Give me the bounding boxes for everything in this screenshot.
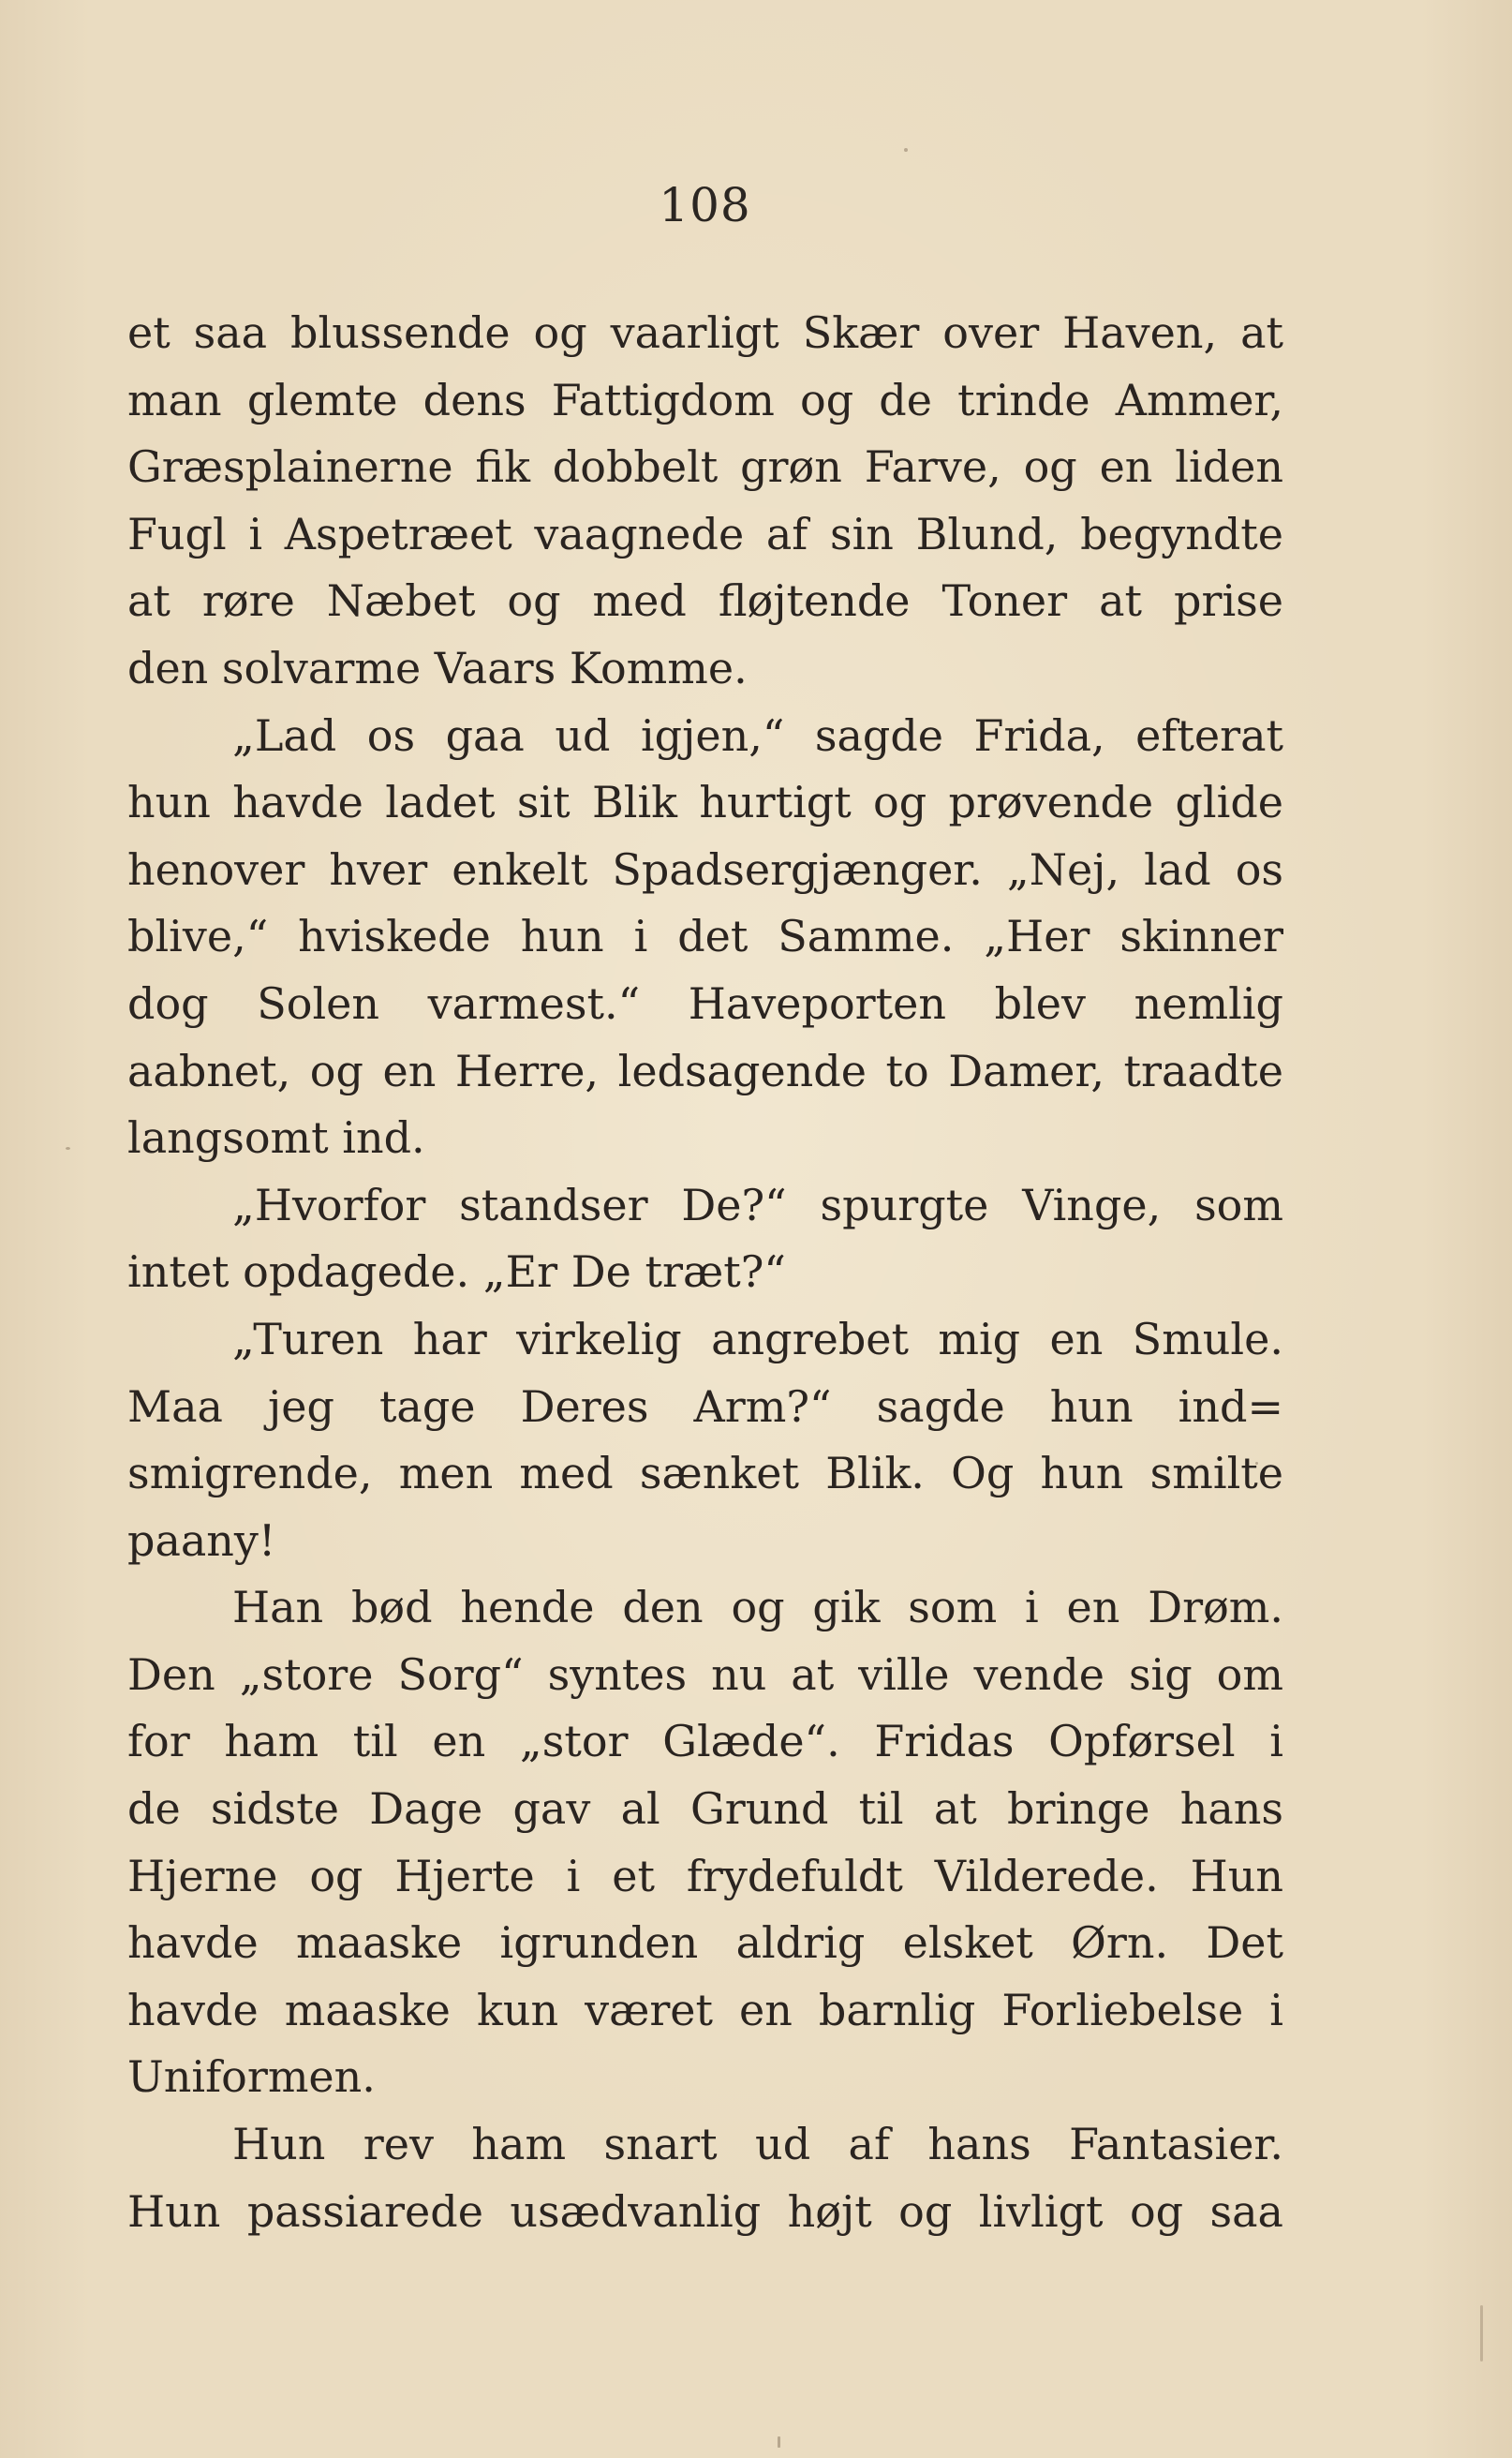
text-line: havde maaske kun været en barnlig Forliebelse i [127,1984,1283,2035]
text-line: et saa blussende og vaarligt Skær over Haven, at [127,307,1283,358]
paper-speck [778,2436,780,2448]
text-line: havde maaske igrunden aldrig elsket Ørn. Det [127,1917,1283,1969]
page-number: 108 [659,178,751,232]
paper-speck [66,1147,70,1150]
text-line: hun havde ladet sit Blik hurtigt og prøvende glide [127,777,1283,828]
text-line: „Lad os gaa ud igjen,“ sagde Frida, efterat [232,709,1283,761]
text-line: Hjerne og Hjerte i et frydefuldt Vilderede. Hun [127,1850,1283,1901]
paper-speck [1255,1462,1258,1465]
text-line: Uniformen. [127,2051,376,2103]
text-line: den solvarme Vaars Komme. [127,642,748,693]
text-line: Græsplainerne fik dobbelt grøn Farve, og en liden [127,441,1283,493]
text-line: Fugl i Aspetræet vaagnede af sin Blund, begyndte [127,508,1283,559]
text-line: blive,“ hviskede hun i det Samme. „Her skinner [127,911,1283,962]
paper-speck [904,148,908,152]
text-line: Hun rev ham snart ud af hans Fantasier. [232,2119,1283,2170]
text-line: langsomt ind. [127,1112,425,1164]
text-line: Maa jeg tage Deres Arm?“ sagde hun ind= [127,1380,1283,1432]
text-line: Han bød hende den og gik som i en Drøm. [232,1582,1283,1633]
text-line: henover hver enkelt Spadsergjænger. „Nej, lad os [127,843,1283,895]
text-line: for ham til en „stor Glæde“. Fridas Opførsel i [127,1716,1283,1767]
text-line: man glemte dens Fattigdom og de trinde Ammer, [127,374,1283,425]
text-line: Den „store Sorg“ syntes nu at ville vende sig om [127,1648,1283,1700]
text-line: intet opdagede. „Er De træt?“ [127,1246,786,1298]
text-line: „Hvorfor standser De?“ spurgte Vinge, som [232,1179,1283,1230]
text-line: paany! [127,1514,276,1566]
text-line: at røre Næbet og med fløjtende Toner at prise [127,575,1283,627]
text-line: aabnet, og en Herre, ledsagende to Damer, traadte [127,1045,1283,1096]
text-line: dog Solen varmest.“ Haveporten blev nemlig [127,977,1283,1029]
text-line: de sidste Dage gav al Grund til at bringe hans [127,1783,1283,1835]
paper-speck [1480,2305,1483,2361]
text-line: smigrende, men med sænket Blik. Og hun smilte [127,1448,1283,1499]
text-line: „Turen har virkelig angrebet mig en Smule. [232,1313,1283,1364]
text-line: Hun passiarede usædvanlig højt og livligt og saa [127,2185,1283,2237]
body-text [127,300,1283,2245]
